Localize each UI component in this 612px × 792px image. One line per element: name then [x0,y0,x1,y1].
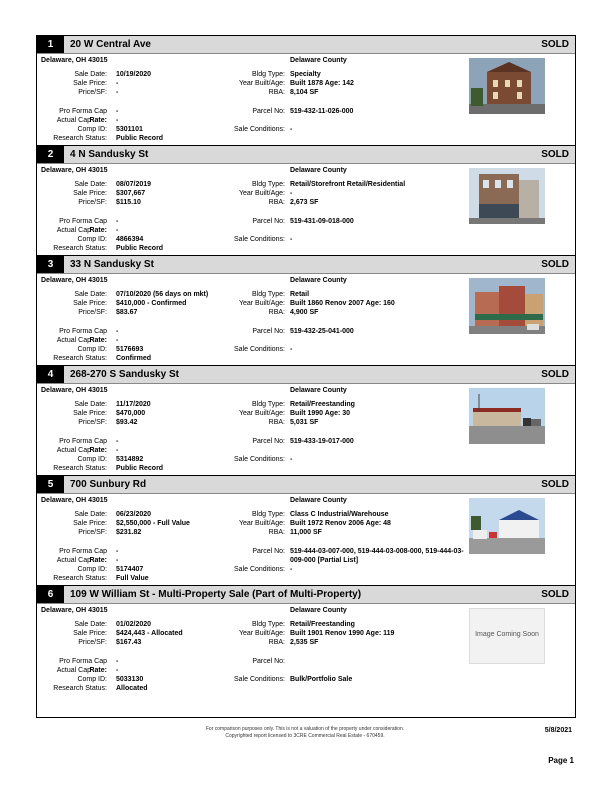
city-state-zip: Delaware, OH 43015 [41,497,108,504]
actual-cap-label: Actual Cap [56,447,91,454]
sale-price: $410,000 - Confirmed [116,300,187,307]
actual-cap-rate: - [116,337,119,344]
price-sf-label: Price/SF: [78,309,107,316]
parcel-no-label: Parcel No: [252,548,285,555]
pro-forma-cap: - [116,218,119,225]
property-photo[interactable] [469,58,545,114]
sale-conditions-label: Sale Conditions: [234,126,285,133]
sale-conditions-label: Sale Conditions: [234,456,285,463]
sale-date: 10/19/2020 [116,71,152,78]
research-status: Full Value [116,575,149,582]
parcel-no-label: Parcel No: [252,328,285,335]
comp-header [37,36,575,54]
bldg-type: Retail/Freestanding [290,401,355,408]
comp-address[interactable]: 268-270 S Sandusky St [70,369,179,380]
sale-price: $2,550,000 - Full Value [116,520,190,527]
sale-date: 08/07/2019 [116,181,152,188]
sale-status-badge: SOLD [541,369,569,380]
year-built-label: Year Built/Age: [238,630,285,637]
bldg-type-label: Bldg Type: [252,181,285,188]
property-photo[interactable] [469,388,545,444]
bldg-type-label: Bldg Type: [252,621,285,628]
property-photo[interactable] [469,498,545,554]
rate-label: Rate: [89,117,107,124]
comp-header [37,146,575,164]
comp-header [37,586,575,604]
bldg-type-label: Bldg Type: [252,401,285,408]
sale-price-label: Sale Price: [73,410,107,417]
page-number: Page 1 [548,756,574,765]
county: Delaware County [290,57,347,64]
sale-date-label: Sale Date: [74,181,107,188]
comp-block [37,366,575,476]
comp-address[interactable]: 4 N Sandusky St [70,149,149,160]
year-built-label: Year Built/Age: [238,80,285,87]
rba-label: RBA: [268,199,285,206]
pro-forma-cap: - [116,438,119,445]
comp-id-label: Comp ID: [77,236,107,243]
rate-label: Rate: [89,667,107,674]
comp-header [37,256,575,274]
parcel-no-label: Parcel No: [252,218,285,225]
rba-label: RBA: [268,419,285,426]
parcel-no: 519-432-11-026-000 [290,108,354,115]
city-state-zip: Delaware, OH 43015 [41,277,108,284]
property-photo[interactable] [469,168,545,224]
comp-address[interactable]: 33 N Sandusky St [70,259,154,270]
comp-id: 4866394 [116,236,144,243]
sale-price: $307,667 [116,190,146,197]
rba-label: RBA: [268,639,285,646]
sale-conditions: - [290,236,293,243]
parcel-no-label: Parcel No: [252,438,285,445]
sale-date-label: Sale Date: [74,511,107,518]
county: Delaware County [290,277,347,284]
city-state-zip: Delaware, OH 43015 [41,387,108,394]
research-status-label: Research Status: [53,685,107,692]
price-sf-label: Price/SF: [78,639,107,646]
bldg-type: Retail/Freestanding [290,621,355,628]
sale-status-badge: SOLD [541,589,569,600]
rba: 11,000 SF [290,529,322,536]
sale-price-label: Sale Price: [73,630,107,637]
parcel-no: 519-433-19-017-000 [290,438,354,445]
comp-address[interactable]: 700 Sunbury Rd [70,479,147,490]
actual-cap-label: Actual Cap [56,337,91,344]
price-sf: $167.43 [116,639,142,646]
price-sf-label: Price/SF: [78,529,107,536]
price-sf-label: Price/SF: [78,199,107,206]
research-status-label: Research Status: [53,465,107,472]
year-built: Built 1860 Renov 2007 Age: 160 [290,300,395,307]
research-status-label: Research Status: [53,135,107,142]
comp-id-label: Comp ID: [77,126,107,133]
comp-block [37,256,575,366]
actual-cap-label: Actual Cap [56,667,91,674]
bldg-type-label: Bldg Type: [252,291,285,298]
bldg-type: Specialty [290,71,321,78]
year-built-label: Year Built/Age: [238,190,285,197]
comp-id-label: Comp ID: [77,676,107,683]
rate-label: Rate: [89,447,107,454]
county: Delaware County [290,167,347,174]
parcel-no: 519-444-03-007-000, 519-444-03-008-000, 519-444-03-009-000 [Partial List] [290,548,464,564]
research-status: Public Record [116,245,164,252]
comp-block [37,586,575,718]
bldg-type: Retail [290,291,310,298]
comp-block [37,36,575,146]
rate-label: Rate: [89,337,107,344]
actual-cap-rate: - [116,557,119,564]
disclaimer-line-1: For comparison purposes only. This is not a valuation of the property under consideration. [205,726,405,732]
year-built: Built 1878 Age: 142 [290,80,354,87]
image-coming-soon-text: Image Coming Soon [475,631,539,638]
sale-price: $424,443 - Allocated [116,630,183,637]
comp-id-label: Comp ID: [77,566,107,573]
sale-status-badge: SOLD [541,479,569,490]
parcel-no: 519-431-09-018-000 [290,218,354,225]
sale-conditions-label: Sale Conditions: [234,566,285,573]
actual-cap-label: Actual Cap [56,227,91,234]
sale-status-badge: SOLD [541,149,569,160]
bldg-type: Class C Industrial/Warehouse [290,511,389,518]
comp-block [37,476,575,586]
comp-address[interactable]: 109 W William St - Multi-Property Sale (Part of Multi-Property) [70,589,362,600]
comp-header [37,366,575,384]
year-built: Built 1972 Renov 2006 Age: 48 [290,520,391,527]
comp-block [37,146,575,256]
actual-cap-rate: - [116,117,119,124]
pro-forma-cap-label: Pro Forma Cap [59,658,107,665]
pro-forma-cap-label: Pro Forma Cap [59,108,107,115]
rba: 2,535 SF [290,639,319,646]
sale-price: - [116,80,119,87]
research-status-label: Research Status: [53,245,107,252]
sale-price-label: Sale Price: [73,190,107,197]
sale-price-label: Sale Price: [73,80,107,87]
rate-label: Rate: [89,557,107,564]
sale-conditions: - [290,456,293,463]
comp-id: 5176693 [116,346,144,353]
pro-forma-cap-label: Pro Forma Cap [59,548,107,555]
comp-address[interactable]: 20 W Central Ave [70,39,151,50]
actual-cap-rate: - [116,447,119,454]
sale-conditions-label: Sale Conditions: [234,676,285,683]
sale-conditions-label: Sale Conditions: [234,236,285,243]
actual-cap-label: Actual Cap [56,557,91,564]
research-status: Public Record [116,465,164,472]
actual-cap-rate: - [116,227,119,234]
rba: 8,104 SF [290,89,319,96]
comp-number: 3 [37,256,64,273]
disclaimer [150,726,460,740]
disclaimer-line-2: Copyrighted report licensed to 3CRE Commercial Real Estate - 670459. [225,733,385,739]
year-built: - [290,190,293,197]
sale-conditions: Bulk/Portfolio Sale [290,676,353,683]
price-sf: $83.67 [116,309,138,316]
bldg-type: Retail/Storefront Retail/Residential [290,181,406,188]
sale-conditions: - [290,566,293,573]
sale-date-label: Sale Date: [74,291,107,298]
actual-cap-rate: - [116,667,119,674]
research-status-label: Research Status: [53,575,107,582]
price-sf-label: Price/SF: [78,89,107,96]
comp-id: 5314892 [116,456,144,463]
sale-conditions: - [290,346,293,353]
comp-number: 1 [37,36,64,53]
pro-forma-cap: - [116,658,119,665]
sale-date: 07/10/2020 (56 days on mkt) [116,291,209,298]
city-state-zip: Delaware, OH 43015 [41,607,108,614]
county: Delaware County [290,387,347,394]
research-status: Confirmed [116,355,151,362]
county: Delaware County [290,607,347,614]
rate-label: Rate: [89,227,107,234]
bldg-type-label: Bldg Type: [252,511,285,518]
pro-forma-cap: - [116,548,119,555]
price-sf: $115.10 [116,199,141,206]
parcel-no: 519-432-25-041-000 [290,328,354,335]
comp-id: 5033130 [116,676,144,683]
year-built-label: Year Built/Age: [238,520,285,527]
property-photo[interactable] [469,278,545,334]
pro-forma-cap-label: Pro Forma Cap [59,218,107,225]
report-date: 5/8/2021 [544,727,572,734]
price-sf-label: Price/SF: [78,419,107,426]
bldg-type-label: Bldg Type: [252,71,285,78]
rba-label: RBA: [268,89,285,96]
pro-forma-cap-label: Pro Forma Cap [59,328,107,335]
rba: 5,031 SF [290,419,319,426]
sale-conditions: - [290,126,293,133]
rba: 2,673 SF [290,199,319,206]
sale-date: 01/02/2020 [116,621,152,628]
rba-label: RBA: [268,529,285,536]
city-state-zip: Delaware, OH 43015 [41,57,108,64]
comp-header [37,476,575,494]
sale-date-label: Sale Date: [74,401,107,408]
rba-label: RBA: [268,309,285,316]
research-status: Public Record [116,135,164,142]
rba: 4,900 SF [290,309,319,316]
county: Delaware County [290,497,347,504]
comp-number: 4 [37,366,64,383]
comps-report [36,35,576,718]
actual-cap-label: Actual Cap [56,117,91,124]
pro-forma-cap: - [116,108,119,115]
sale-price-label: Sale Price: [73,300,107,307]
sale-date: 06/23/2020 [116,511,152,518]
parcel-no-label: Parcel No: [252,108,285,115]
city-state-zip: Delaware, OH 43015 [41,167,108,174]
comp-number: 6 [37,586,64,603]
sale-date: 11/17/2020 [116,401,151,408]
research-status: Allocated [116,685,148,692]
comp-id: 5174407 [116,566,144,573]
year-built: Built 1901 Renov 1990 Age: 119 [290,630,395,637]
price-sf: $93.42 [116,419,138,426]
comp-id-label: Comp ID: [77,456,107,463]
comp-number: 5 [37,476,64,493]
sale-status-badge: SOLD [541,259,569,270]
parcel-no-label: Parcel No: [252,658,285,665]
sale-date-label: Sale Date: [74,621,107,628]
sale-price-label: Sale Price: [73,520,107,527]
comp-id: 5301101 [116,126,143,133]
pro-forma-cap-label: Pro Forma Cap [59,438,107,445]
price-sf: $231.82 [116,529,142,536]
pro-forma-cap: - [116,328,119,335]
year-built-label: Year Built/Age: [238,410,285,417]
sale-status-badge: SOLD [541,39,569,50]
price-sf: - [116,89,119,96]
research-status-label: Research Status: [53,355,107,362]
year-built: Built 1990 Age: 30 [290,410,351,417]
sale-date-label: Sale Date: [74,71,107,78]
comp-number: 2 [37,146,64,163]
sale-price: $470,000 [116,410,146,417]
year-built-label: Year Built/Age: [238,300,285,307]
sale-conditions-label: Sale Conditions: [234,346,285,353]
image-placeholder [469,608,545,664]
comp-id-label: Comp ID: [77,346,107,353]
